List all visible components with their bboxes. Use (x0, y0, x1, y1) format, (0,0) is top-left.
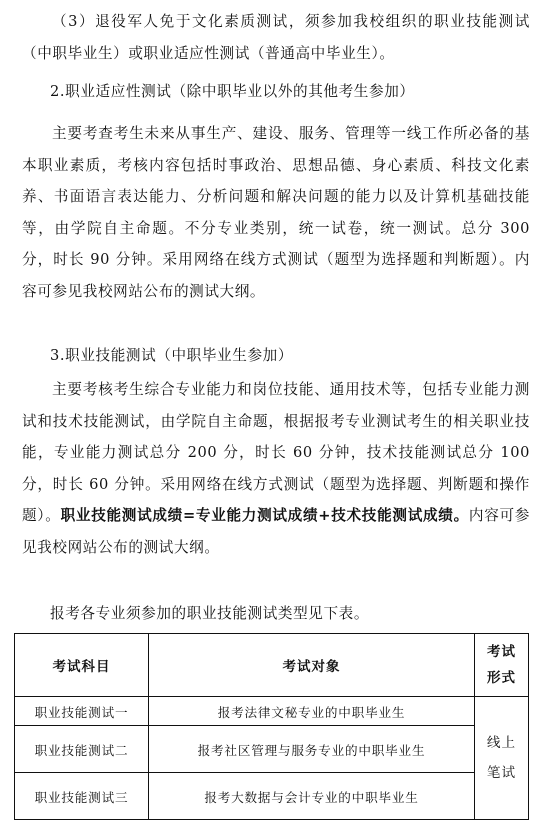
exam-type-table (14, 633, 529, 820)
paragraph-aptitude-text: 主要考查考生未来从事生产、建设、服务、管理等一线工作所必备的基本职业素质，考核内容包括时事政治、思想品德、身心素质、科技文化素养、书面语言表达能力、分析问题和解决问题的能力以及计算机基础技能等，由学院自主命题。不分专业类别，统一试卷，统一测试。总分 300 分，时长 90 分钟。采用网络在线方式测试（题型为选择题和判断题）。内容可参见我校网站公布的测试大纲。 (22, 125, 530, 300)
row-target: 报考法律文秘专业的中职毕业生 (149, 697, 475, 726)
header-form-line1: 考试 (487, 644, 516, 660)
paragraph-veterans-text: （3）退役军人免于文化素质测试，须参加我校组织的职业技能测试（中职毕业生）或职业适应性测试（普通高中毕业生）。 (22, 13, 530, 62)
table-row (15, 697, 529, 726)
row-subject: 职业技能测试一 (15, 697, 149, 726)
table-header-row (15, 634, 529, 697)
paragraph-skills-text: 主要考核考生综合专业能力和岗位技能、通用技术等，包括专业能力测试和技术技能测试，由学院自主命题，根据报考专业测试考生的相关职业技能，专业能力测试总分 200 分，时长 60 分钟，技术技能测试总分 100 分，时长 60 分钟。采用网络在线方式测试（题型为选择题、判断题和操作题）。 (22, 381, 530, 524)
header-target: 考试对象 (149, 634, 475, 697)
exam-form-line2: 笔试 (486, 765, 517, 781)
heading-aptitude-test: 2.职业适应性测试（除中职毕业以外的其他考生参加） (50, 83, 415, 100)
row-subject: 职业技能测试二 (15, 726, 149, 773)
paragraph-veterans (22, 6, 530, 69)
table-row (15, 773, 529, 820)
table-row (15, 726, 529, 773)
header-form-line2: 形式 (487, 670, 516, 686)
header-subject: 考试科目 (15, 634, 149, 697)
row-subject: 职业技能测试三 (15, 773, 149, 820)
header-form (475, 634, 529, 697)
paragraph-aptitude-test (22, 118, 530, 307)
paragraph-skills-test (22, 374, 530, 563)
exam-form-cell (475, 697, 529, 820)
paragraph-skills-tail: 内容可参见我校网站公布的测试大纲。 (22, 507, 530, 556)
heading-skills-test: 3.职业技能测试（中职毕业生参加） (50, 347, 294, 364)
row-target: 报考大数据与会计专业的中职毕业生 (149, 773, 475, 820)
row-target: 报考社区管理与服务专业的中职毕业生 (149, 726, 475, 773)
paragraph-table-intro: 报考各专业须参加的职业技能测试类型见下表。 (50, 605, 370, 622)
exam-form-line1: 线上 (486, 735, 517, 751)
paragraph-skills-score-formula: 职业技能测试成绩=专业能力测试成绩+技术技能测试成绩。 (60, 507, 469, 524)
